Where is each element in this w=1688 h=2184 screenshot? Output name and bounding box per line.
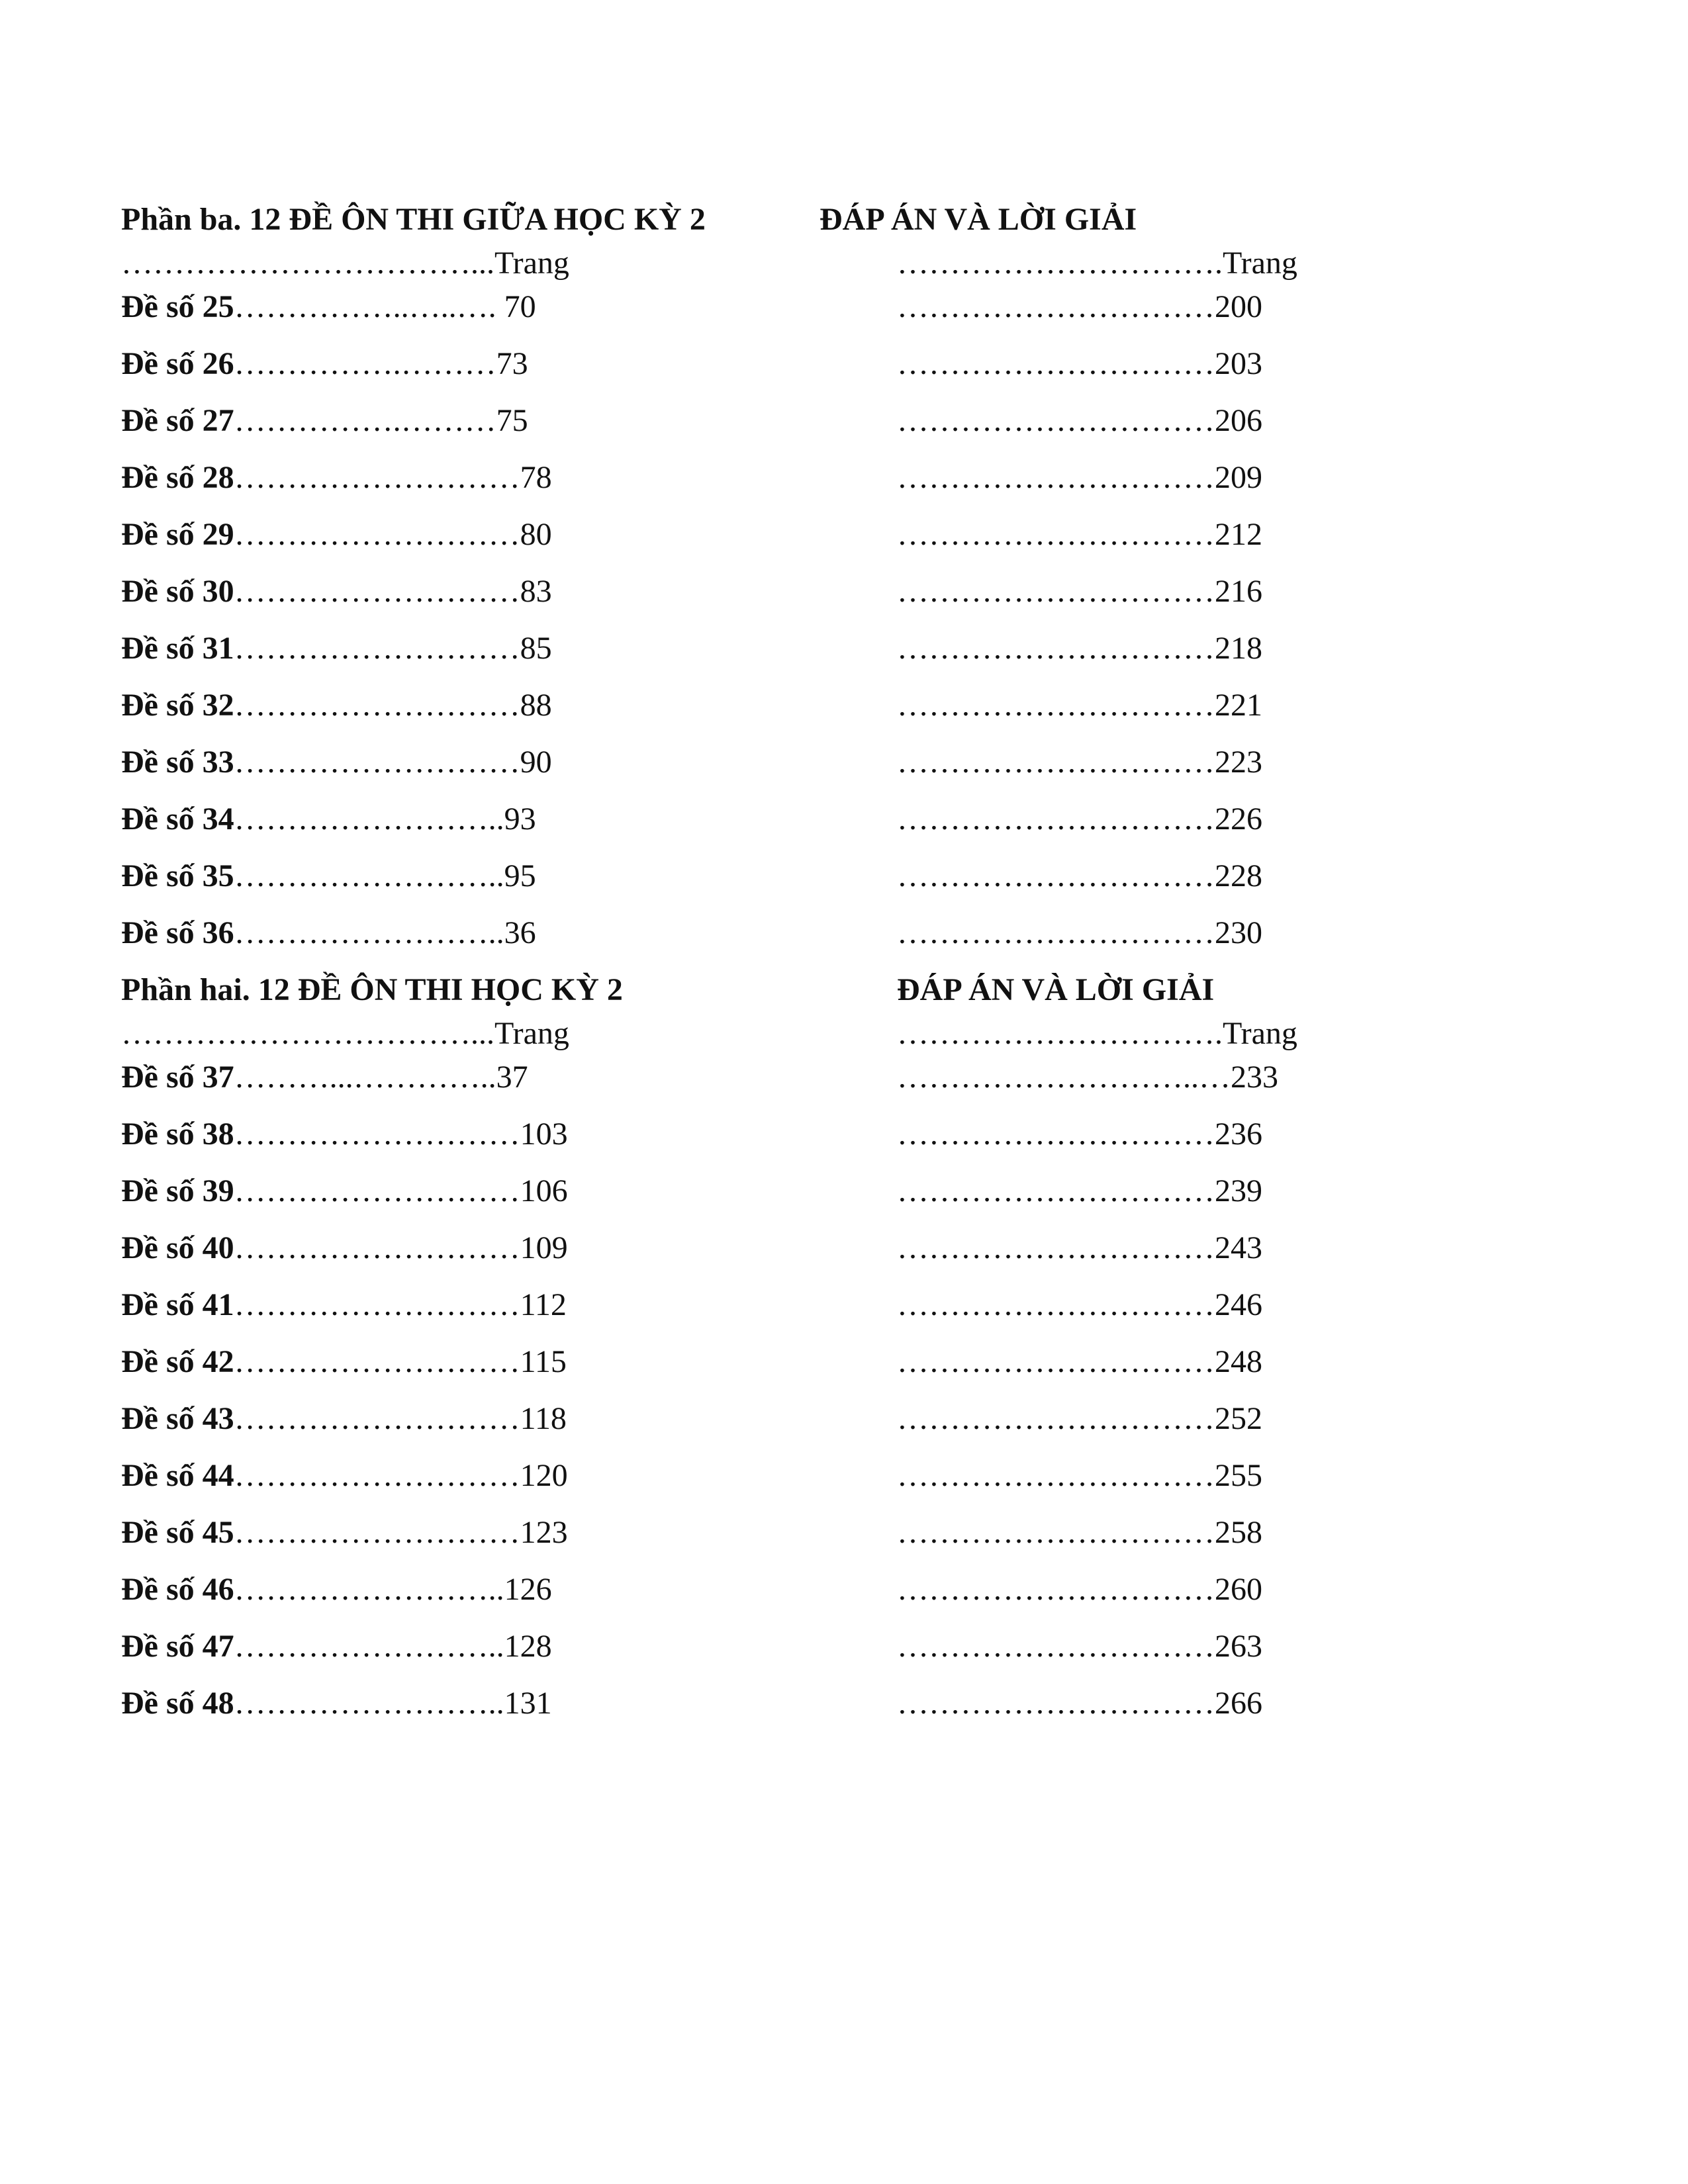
page-ref: ……………………..126 <box>234 1572 552 1607</box>
answer-page-ref: …………………………236 <box>897 1116 1262 1152</box>
answer-page-ref: …………………………203 <box>897 346 1262 381</box>
answer-page-ref: …………………………223 <box>897 745 1262 780</box>
exam-label: Đề số 47 <box>121 1629 234 1664</box>
toc-row <box>121 1115 568 1154</box>
page-ref: ………………………80 <box>234 517 552 552</box>
toc-row <box>121 1171 568 1211</box>
exam-label: Đề số 37 <box>121 1060 234 1095</box>
page-ref: ……………………..131 <box>234 1686 552 1721</box>
toc-row <box>121 1342 567 1382</box>
answer-page-ref: …………………………230 <box>897 915 1262 950</box>
toc-row <box>121 401 528 441</box>
exam-label: Đề số 39 <box>121 1173 234 1208</box>
toc-row <box>121 572 552 612</box>
exam-label: Đề số 26 <box>121 346 234 381</box>
page-ref: ………………………112 <box>234 1287 567 1322</box>
exam-label: Đề số 38 <box>121 1116 234 1152</box>
page-ref: ……………………..128 <box>234 1629 552 1664</box>
page-ref: ………………………118 <box>234 1401 567 1436</box>
page-ref: ……………………..93 <box>234 801 536 837</box>
exam-label: Đề số 35 <box>121 858 234 893</box>
exam-label: Đề số 34 <box>121 801 234 837</box>
page-ref: …………….………73 <box>234 346 528 381</box>
exam-label: Đề số 31 <box>121 631 234 666</box>
toc-row <box>121 686 552 725</box>
exam-label: Đề số 48 <box>121 1686 234 1721</box>
answer-page-ref: …………………………200 <box>897 289 1262 324</box>
page-ref: ………………………106 <box>234 1173 568 1208</box>
exam-label: Đề số 41 <box>121 1287 234 1322</box>
toc-row <box>121 1627 552 1666</box>
answer-page-ref: …………………………239 <box>897 1173 1262 1208</box>
answer-page-ref: …………………………221 <box>897 688 1262 723</box>
exam-label: Đề số 43 <box>121 1401 234 1436</box>
exam-label: Đề số 45 <box>121 1515 234 1550</box>
exam-label: Đề số 36 <box>121 915 234 950</box>
toc-row <box>121 856 536 896</box>
answer-page-ref: …………………………258 <box>897 1515 1262 1550</box>
section-2-answers-trang-line: ………………………….Trang <box>897 1016 1297 1051</box>
toc-row <box>121 1228 568 1268</box>
page-ref: ………………………83 <box>234 574 552 609</box>
exam-label: Đề số 33 <box>121 745 234 780</box>
answer-page-ref: …………………………218 <box>897 631 1262 666</box>
section-2-heading: Phần hai. 12 ĐỀ ÔN THI HỌC KỲ 2 <box>121 972 623 1007</box>
answer-page-ref: …………………………255 <box>897 1458 1262 1493</box>
section-2-answers-heading: ĐÁP ÁN VÀ LỜI GIẢI <box>897 972 1215 1007</box>
toc-row <box>121 458 552 498</box>
page-ref: ………...…………..37 <box>234 1060 528 1095</box>
toc-row <box>121 287 536 327</box>
exam-label: Đề số 25 <box>121 289 234 324</box>
answer-page-ref: …………………………246 <box>897 1287 1262 1322</box>
exam-label: Đề số 44 <box>121 1458 234 1493</box>
answer-page-ref: …………………………243 <box>897 1230 1262 1265</box>
answer-page-ref: …………………………206 <box>897 403 1262 438</box>
section-1-trang-line: ……………………………...Trang <box>121 246 569 281</box>
section-1-heading: Phần ba. 12 ĐỀ ÔN THI GIỮA HỌC KỲ 2 <box>121 202 706 237</box>
toc-row <box>121 1513 568 1553</box>
answer-page-ref: …………………………209 <box>897 460 1262 495</box>
page-ref: ………………………120 <box>234 1458 568 1493</box>
answer-page-ref: …………………………252 <box>897 1401 1262 1436</box>
page-ref: ………………………109 <box>234 1230 568 1265</box>
answer-page-ref: …………………………216 <box>897 574 1262 609</box>
toc-row <box>121 1456 568 1496</box>
page-ref: …………….………75 <box>234 403 528 438</box>
page-ref: ………………………88 <box>234 688 552 723</box>
toc-row <box>121 743 552 782</box>
page-ref: ………………………115 <box>234 1344 567 1379</box>
page-ref: ……………………..95 <box>234 858 536 893</box>
exam-label: Đề số 40 <box>121 1230 234 1265</box>
section-1-answers-trang-line: ………………………….Trang <box>897 246 1297 281</box>
page-ref: ………………………85 <box>234 631 552 666</box>
answer-page-ref: …………………………226 <box>897 801 1262 837</box>
toc-row <box>121 1285 567 1325</box>
exam-label: Đề số 30 <box>121 574 234 609</box>
section-1-answers-heading: ĐÁP ÁN VÀ LỜI GIẢI <box>820 202 1137 237</box>
exam-label: Đề số 42 <box>121 1344 234 1379</box>
toc-row <box>121 344 528 384</box>
toc-row <box>121 1570 552 1610</box>
page-ref: ……………..…..…. 70 <box>234 289 536 324</box>
answer-page-ref: …………………………228 <box>897 858 1262 893</box>
answer-page-ref: …………………………260 <box>897 1572 1262 1607</box>
section-2-trang-line: ……………………………...Trang <box>121 1016 569 1051</box>
page-ref: ……………………..36 <box>234 915 536 950</box>
page-ref: ………………………90 <box>234 745 552 780</box>
answer-page-ref: ………………………..…233 <box>897 1060 1278 1095</box>
toc-row <box>121 1399 567 1439</box>
answer-page-ref: …………………………212 <box>897 517 1262 552</box>
toc-row <box>121 515 552 555</box>
toc-row <box>121 913 536 953</box>
exam-label: Đề số 32 <box>121 688 234 723</box>
page-ref: ………………………123 <box>234 1515 568 1550</box>
exam-label: Đề số 29 <box>121 517 234 552</box>
exam-label: Đề số 46 <box>121 1572 234 1607</box>
toc-row <box>121 1058 528 1097</box>
exam-label: Đề số 28 <box>121 460 234 495</box>
page-ref: ………………………78 <box>234 460 552 495</box>
answer-page-ref: …………………………266 <box>897 1686 1262 1721</box>
exam-label: Đề số 27 <box>121 403 234 438</box>
page-ref: ………………………103 <box>234 1116 568 1152</box>
toc-row <box>121 629 552 668</box>
answer-page-ref: …………………………248 <box>897 1344 1262 1379</box>
toc-row <box>121 799 536 839</box>
answer-page-ref: …………………………263 <box>897 1629 1262 1664</box>
toc-row <box>121 1684 552 1723</box>
